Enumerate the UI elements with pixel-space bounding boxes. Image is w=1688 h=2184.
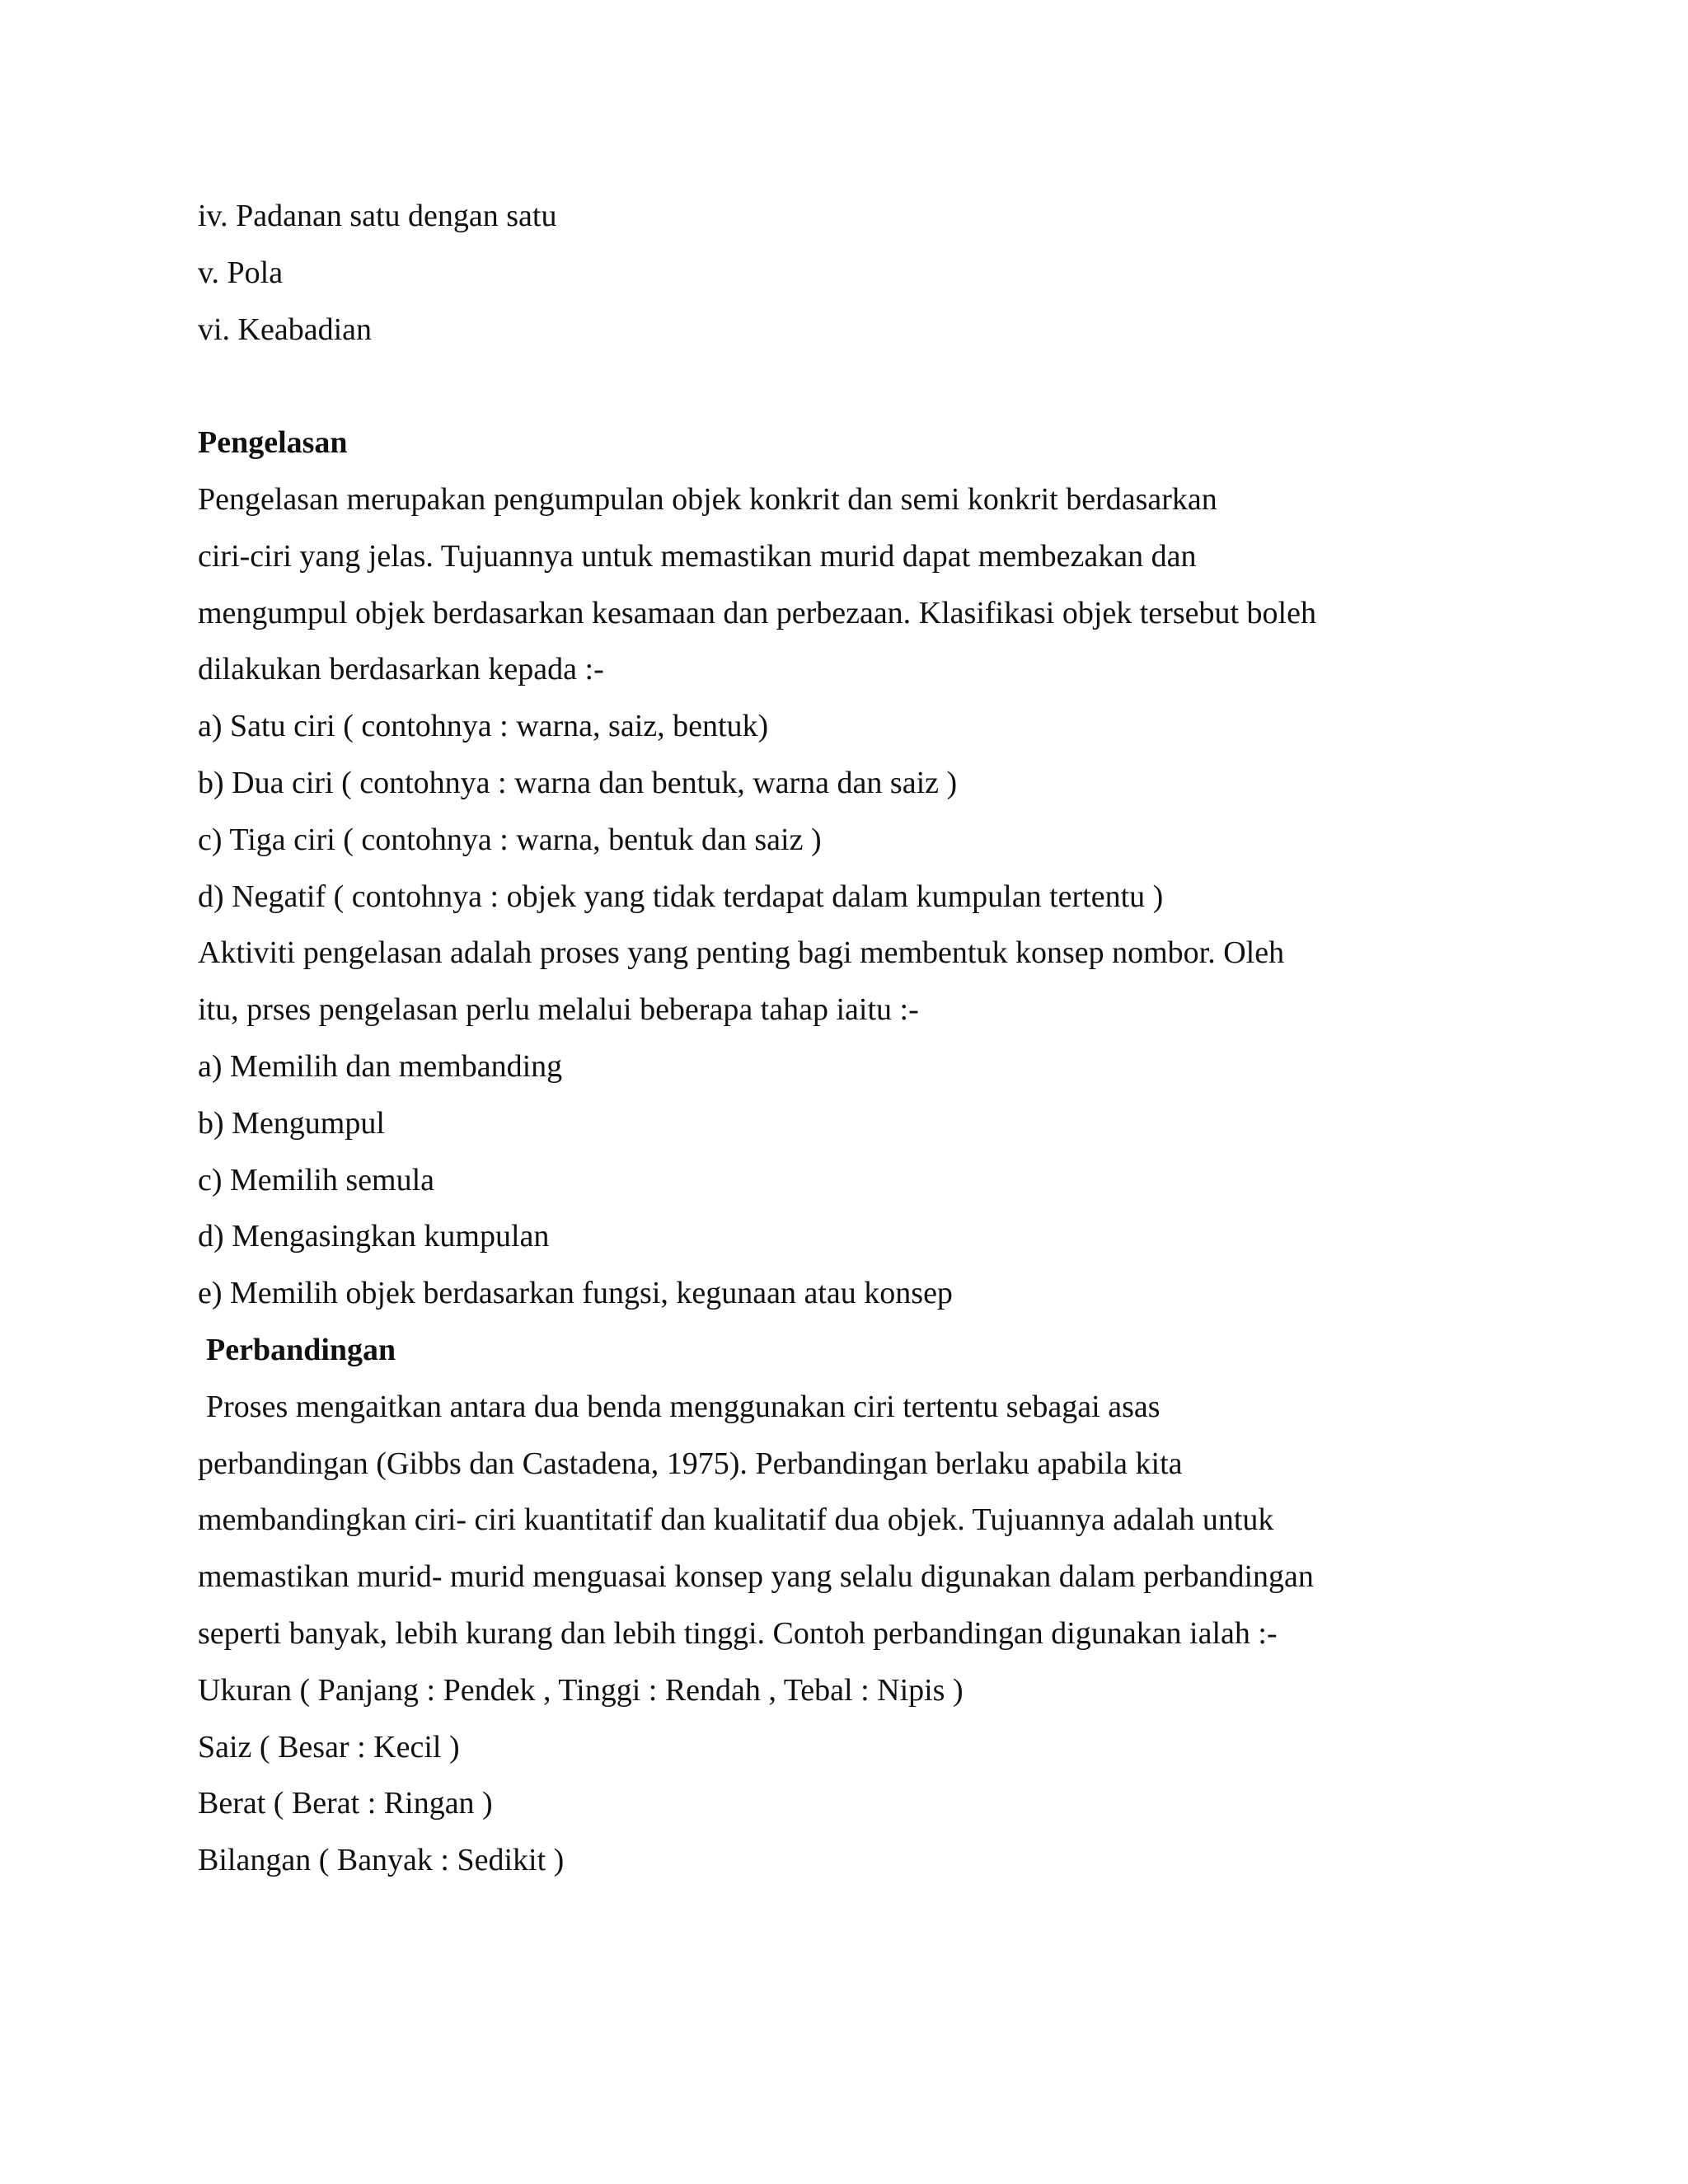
list-item: vi. Keabadian <box>198 312 373 347</box>
paragraph-line: seperti banyak, lebih kurang dan lebih tinggi. Contoh perbandingan digunakan ialah :- <box>198 1615 1278 1651</box>
paragraph-line: itu, prses pengelasan perlu melalui beberapa tahap iaitu :- <box>198 992 919 1028</box>
paragraph-line: mengumpul objek berdasarkan kesamaan dan perbezaan. Klasifikasi objek tersebut boleh <box>198 595 1316 630</box>
paragraph-line: membandingkan ciri- ciri kuantitatif dan kualitatif dua objek. Tujuannya adalah untuk <box>198 1502 1274 1538</box>
stage-item: b) Mengumpul <box>198 1105 385 1141</box>
blank-line <box>198 358 1484 415</box>
paragraph-line: ciri-ciri yang jelas. Tujuannya untuk memastikan murid dapat membezakan dan <box>198 538 1197 574</box>
criteria-item: a) Satu ciri ( contohnya : warna, saiz, bentuk) <box>198 709 769 744</box>
section-heading-perbandingan: Perbandingan <box>206 1332 396 1367</box>
paragraph-line: perbandingan (Gibbs dan Castadena, 1975). Perbandingan berlaku apabila kita <box>198 1446 1183 1481</box>
example-item: Berat ( Berat : Ringan ) <box>198 1786 493 1821</box>
list-item: iv. Padanan satu dengan satu <box>198 199 557 233</box>
list-item: v. Pola <box>198 255 284 290</box>
paragraph-line: memastikan murid- murid menguasai konsep yang selalu digunakan dalam perbandingan <box>198 1559 1314 1595</box>
paragraph-line: dilakukan berdasarkan kepada :- <box>198 652 604 687</box>
stage-item: e) Memilih objek berdasarkan fungsi, kegunaan atau konsep <box>198 1276 953 1311</box>
stage-item: c) Memilih semula <box>198 1162 435 1197</box>
example-item: Ukuran ( Panjang : Pendek , Tinggi : Rendah , Tebal : Nipis ) <box>198 1672 964 1708</box>
example-item: Bilangan ( Banyak : Sedikit ) <box>198 1843 565 1878</box>
paragraph-line: Proses mengaitkan antara dua benda menggunakan ciri tertentu sebagai asas <box>206 1389 1160 1424</box>
paragraph-line: Aktiviti pengelasan adalah proses yang penting bagi membentuk konsep nombor. Oleh <box>198 935 1285 971</box>
criteria-item: d) Negatif ( contohnya : objek yang tidak terdapat dalam kumpulan tertentu ) <box>198 879 1164 914</box>
criteria-item: b) Dua ciri ( contohnya : warna dan bentuk, warna dan saiz ) <box>198 765 958 800</box>
paragraph-line: Pengelasan merupakan pengumpulan objek konkrit dan semi konkrit berdasarkan <box>198 481 1217 517</box>
example-item: Saiz ( Besar : Kecil ) <box>198 1729 460 1765</box>
document-body <box>198 188 1484 1889</box>
stage-item: d) Mengasingkan kumpulan <box>198 1219 550 1254</box>
criteria-item: c) Tiga ciri ( contohnya : warna, bentuk dan saiz ) <box>198 822 822 857</box>
stage-item: a) Memilih dan membanding <box>198 1048 563 1084</box>
section-heading-pengelasan: Pengelasan <box>198 425 348 461</box>
